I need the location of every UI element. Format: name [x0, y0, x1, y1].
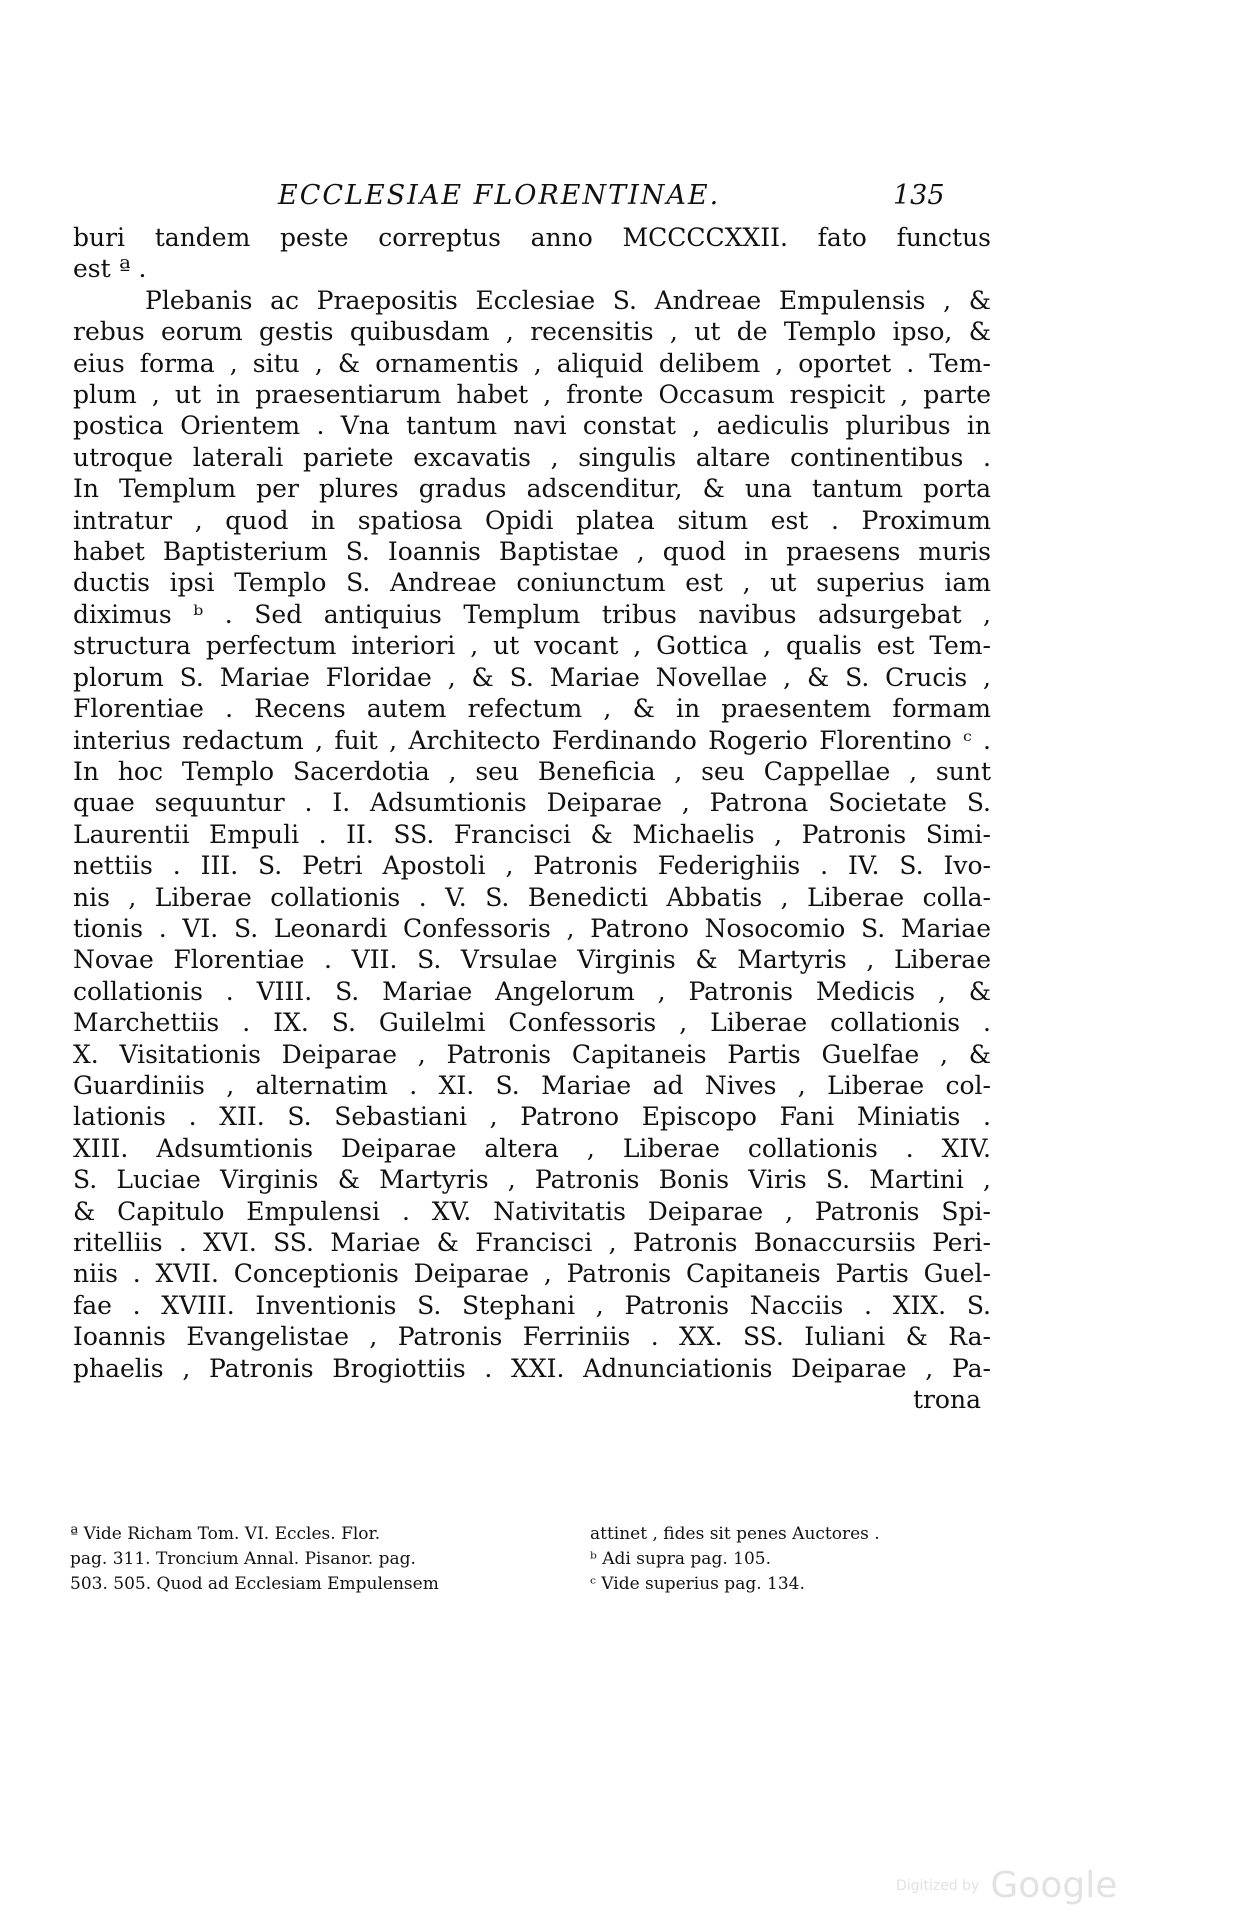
- body-line: Laurentii Empuli . II. SS. Francisci & Michaelis , Patronis Simi-: [73, 819, 991, 849]
- footnote-left: 503. 505. Quod ad Ecclesiam Empulensem: [70, 1574, 439, 1594]
- body-line: XIII. Adsumtionis Deiparae altera , Liberae collationis . XIV.: [73, 1133, 991, 1163]
- body-line: est ª .: [73, 254, 147, 284]
- body-line: collationis . VIII. S. Mariae Angelorum , Patronis Medicis , &: [73, 976, 991, 1006]
- body-line: Marchettiis . IX. S. Guilelmi Confessoris , Liberae collationis .: [73, 1008, 991, 1038]
- body-line: habet Baptisterium S. Ioannis Baptistae , quod in praesens muris: [73, 537, 991, 567]
- body-line: S. Luciae Virginis & Martyris , Patronis Bonis Viris S. Martini ,: [73, 1165, 991, 1195]
- footnote-right: ᵇ Adi supra pag. 105.: [590, 1549, 771, 1569]
- body-line: lationis . XII. S. Sebastiani , Patrono Episcopo Fani Miniatis .: [73, 1102, 991, 1132]
- body-line: Guardiniis , alternatim . XI. S. Mariae ad Nives , Liberae col-: [73, 1070, 991, 1100]
- footnote-row: [70, 1572, 930, 1597]
- footnote-row: [70, 1522, 930, 1547]
- footnotes: [70, 1522, 930, 1597]
- body-line: Ioannis Evangelistae , Patronis Ferriniis . XX. SS. Iuliani & Ra-: [73, 1322, 991, 1352]
- page-number: 135: [893, 180, 945, 211]
- body-line: & Capitulo Empulensi . XV. Nativitatis Deiparae , Patronis Spi-: [73, 1196, 991, 1226]
- page-header: [0, 180, 1252, 220]
- google-watermark: [896, 1865, 1117, 1906]
- running-title: ECCLESIAE FLORENTINAE.: [278, 180, 721, 211]
- body-line: fae . XVIII. Inventionis S. Stephani , Patronis Nacciis . XIX. S.: [73, 1290, 991, 1320]
- footnote-right: ᶜ Vide superius pag. 134.: [590, 1574, 805, 1594]
- body-line: rebus eorum gestis quibusdam , recensitis , ut de Templo ipso, &: [73, 317, 991, 347]
- body-line: plorum S. Mariae Floridae , & S. Mariae Novellae , & S. Crucis ,: [73, 662, 991, 692]
- body-line: tionis . VI. S. Leonardi Confessoris , Patrono Nosocomio S. Mariae: [73, 913, 991, 943]
- body-line: nis , Liberae collationis . V. S. Benedicti Abbatis , Liberae colla-: [73, 882, 991, 912]
- body-text: [73, 222, 991, 1415]
- catchword: trona: [912, 1385, 981, 1415]
- footnote-left: pag. 311. Troncium Annal. Pisanor. pag.: [70, 1549, 416, 1569]
- body-line: Florentiae . Recens autem refectum , & in praesentem formam: [73, 694, 991, 724]
- body-line: intratur , quod in spatiosa Opidi platea situm est . Proximum: [73, 505, 991, 535]
- body-line: plum , ut in praesentiarum habet , fronte Occasum respicit , parte: [73, 380, 991, 410]
- body-line: diximus ᵇ . Sed antiquius Templum tribus navibus adsurgebat ,: [73, 599, 991, 629]
- body-line: Plebanis ac Praepositis Ecclesiae S. Andreae Empulensis , &: [145, 285, 991, 315]
- body-line: niis . XVII. Conceptionis Deiparae , Patronis Capitaneis Partis Guel-: [73, 1259, 991, 1289]
- body-line: phaelis , Patronis Brogiottiis . XXI. Adnunciationis Deiparae , Pa-: [73, 1353, 991, 1383]
- body-line: Novae Florentiae . VII. S. Vrsulae Virginis & Martyris , Liberae: [73, 945, 991, 975]
- body-line: In Templum per plures gradus adscenditur, & una tantum porta: [73, 474, 991, 504]
- body-line: interius redactum , fuit , Architecto Ferdinando Rogerio Florentino ᶜ .: [73, 725, 991, 755]
- body-line: nettiis . III. S. Petri Apostoli , Patronis Federighiis . IV. S. Ivo-: [73, 851, 991, 881]
- watermark-logo-text: Google: [990, 1865, 1118, 1906]
- footnote-right: attinet , fides sit penes Auctores .: [590, 1524, 880, 1544]
- body-line: eius forma , situ , & ornamentis , aliquid delibem , oportet . Tem-: [73, 348, 991, 378]
- body-line: In hoc Templo Sacerdotia , seu Beneficia , seu Cappellae , sunt: [73, 756, 991, 786]
- footnote-row: [70, 1547, 930, 1572]
- body-line: postica Orientem . Vna tantum navi constat , aediculis pluribus in: [73, 411, 991, 441]
- body-line: ritelliis . XVI. SS. Mariae & Francisci , Patronis Bonaccursiis Peri-: [73, 1228, 991, 1257]
- body-line: X. Visitationis Deiparae , Patronis Capitaneis Partis Guelfae , &: [73, 1039, 991, 1069]
- body-line: quae sequuntur . I. Adsumtionis Deiparae , Patrona Societate S.: [73, 788, 991, 818]
- body-line: ductis ipsi Templo S. Andreae coniunctum est , ut superius iam: [73, 568, 991, 598]
- body-line: buri tandem peste correptus anno MCCCCXXII. fato functus: [73, 223, 991, 252]
- footnote-left: ª Vide Richam Tom. VI. Eccles. Flor.: [70, 1524, 381, 1544]
- watermark-small-text: Digitized by: [896, 1877, 980, 1894]
- body-line: utroque laterali pariete excavatis , singulis altare continentibus .: [73, 442, 991, 472]
- body-line: structura perfectum interiori , ut vocant , Gottica , qualis est Tem-: [73, 631, 991, 661]
